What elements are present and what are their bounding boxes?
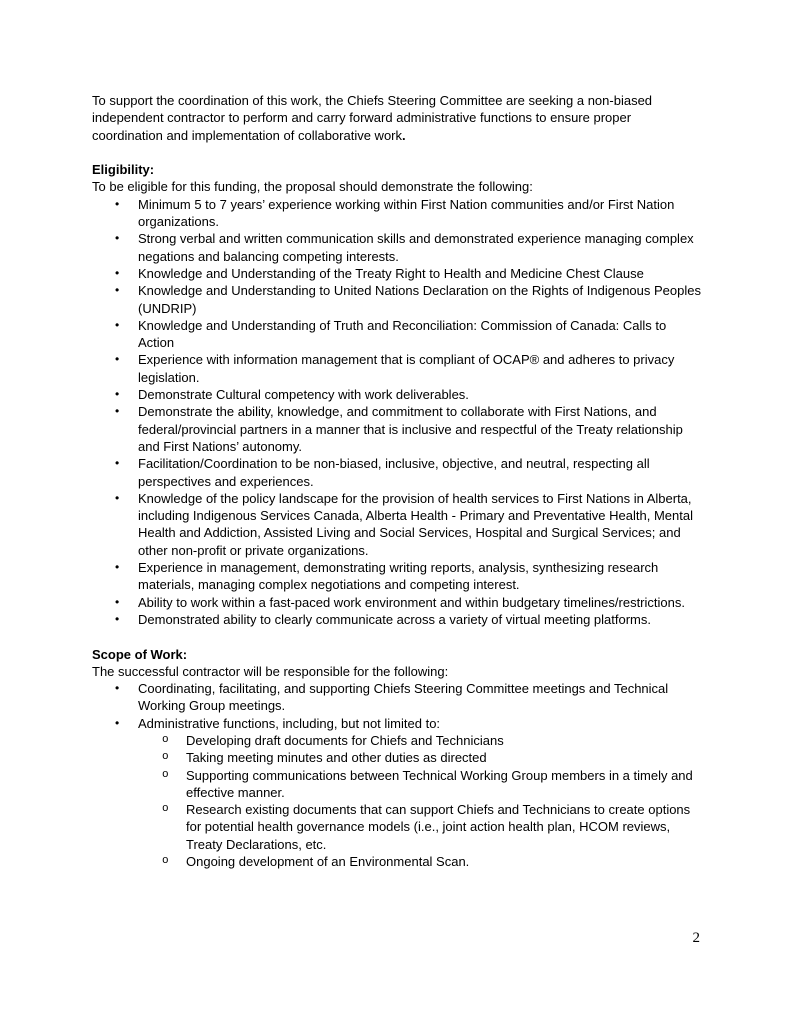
bullet-text: Knowledge and Understanding of the Treaty Right to Health and Medicine Chest Clause — [138, 265, 644, 281]
bullet-text: Experience in management, demonstrating writing reports, analysis, synthesizing research materials, managing complex negotiations and competing interest. — [138, 560, 659, 593]
sub-bullet-item — [92, 801, 704, 853]
bullet-icon: • — [115, 317, 120, 332]
bullet-text: Administrative functions, including, but not limited to: — [138, 715, 441, 731]
bullet-icon: • — [115, 265, 120, 280]
bullet-text: Knowledge of the policy landscape for the provision of health services to First Nations in Alberta, including Indigenous Services Canada, Alberta Health - Primary and Preventative Health, Mental Health and Addiction, Assisted Living and Social Services, Hospital and Surgical Services; and other non-profit or private organizations. — [138, 490, 693, 558]
bullet-icon: • — [115, 352, 120, 367]
page-number: 2 — [692, 930, 700, 946]
eligibility-lead: To be eligible for this funding, the proposal should demonstrate the following: — [92, 179, 533, 195]
bullet-text: Strong verbal and written communication skills and demonstrated experience managing complex negations and balancing competing interests. — [138, 231, 694, 264]
bullet-item — [92, 230, 704, 265]
scope-list — [92, 680, 704, 732]
blank-line — [92, 144, 704, 161]
bullet-icon: • — [115, 231, 120, 246]
bullet-item — [92, 282, 704, 317]
bullet-text: Coordinating, facilitating, and supporting Chiefs Steering Committee meetings and Technical Working Group meetings. — [138, 681, 669, 714]
scope-heading: Scope of Work: — [92, 646, 188, 662]
sub-bullet-icon: o — [162, 803, 169, 816]
bullet-item — [92, 196, 704, 231]
bullet-text: Demonstrated ability to clearly communicate across a variety of virtual meeting platforms. — [138, 611, 651, 627]
bullet-item — [92, 594, 704, 611]
scope-lead: The successful contractor will be responsible for the following: — [92, 663, 449, 679]
bullet-icon: • — [115, 715, 120, 730]
bullet-icon: • — [115, 594, 120, 609]
bullet-icon: • — [115, 283, 120, 298]
intro-paragraph — [92, 92, 704, 144]
sub-bullet-text: Supporting communications between Technical Working Group members in a timely and effective manner. — [186, 767, 693, 800]
bullet-item — [92, 715, 704, 732]
bullet-item — [92, 265, 704, 282]
bullet-text: Facilitation/Coordination to be non-biased, inclusive, objective, and neutral, respecting all perspectives and experiences. — [138, 456, 650, 489]
bullet-item — [92, 455, 704, 490]
sub-bullet-icon: o — [162, 733, 169, 746]
bullet-text: Knowledge and Understanding of Truth and Reconciliation: Commission of Canada: Calls to Action — [138, 317, 667, 351]
bullet-icon: • — [115, 404, 120, 419]
bullet-item — [92, 611, 704, 628]
bullet-item — [92, 386, 704, 403]
bullet-text: Demonstrate the ability, knowledge, and commitment to collaborate with First Nations, and federal/provincial partners in a manner that is inclusive and respectful of the Treaty relationship and First Nations’ autonomy. — [138, 404, 683, 454]
bullet-item — [92, 351, 704, 386]
intro-bold-period: . — [402, 127, 406, 143]
bullet-text: Minimum 5 to 7 years’ experience working within First Nation communities and/or First Nation organizations. — [138, 196, 675, 230]
bullet-text: Experience with information management that is compliant of OCAP® and adheres to privacy legislation. — [138, 352, 675, 385]
bullet-item — [92, 403, 704, 455]
bullet-icon: • — [115, 681, 120, 696]
bullet-item — [92, 490, 704, 559]
bullet-icon: • — [115, 611, 120, 626]
sub-bullet-item — [92, 853, 704, 870]
bullet-text: Demonstrate Cultural competency with work deliverables. — [138, 387, 469, 403]
sub-bullet-text: Ongoing development of an Environmental Scan. — [186, 854, 470, 870]
bullet-text: Ability to work within a fast-paced work environment and within budgetary timelines/restrictions. — [138, 594, 685, 610]
scope-sub-list — [92, 732, 704, 870]
sub-bullet-icon: o — [162, 768, 169, 781]
bullet-icon: • — [115, 490, 120, 505]
intro-text: To support the coordination of this work, the Chiefs Steering Committee are seeking a non-biased independent contractor to perform and carry forward administrative functions to ensure proper coordination and implementation of collaborative work — [92, 93, 653, 143]
sub-bullet-icon: o — [162, 751, 169, 764]
sub-bullet-item — [92, 749, 704, 766]
sub-bullet-icon: o — [162, 855, 169, 868]
eligibility-heading: Eligibility: — [92, 162, 155, 178]
bullet-text: Knowledge and Understanding to United Nations Declaration on the Rights of Indigenous Peoples (UNDRIP) — [138, 283, 701, 316]
eligibility-list — [92, 196, 704, 628]
sub-bullet-text: Developing draft documents for Chiefs and Technicians — [186, 732, 504, 748]
blank-line — [92, 628, 704, 645]
bullet-icon: • — [115, 560, 120, 575]
sub-bullet-item — [92, 732, 704, 749]
bullet-icon: • — [115, 196, 120, 211]
document-content — [92, 92, 704, 870]
sub-bullet-item — [92, 767, 704, 802]
sub-bullet-text: Taking meeting minutes and other duties as directed — [186, 750, 487, 766]
sub-bullet-text: Research existing documents that can support Chiefs and Technicians to create options for potential health governance models (i.e., joint action health plan, HCOM reviews, Treaty Declarations, etc. — [186, 802, 691, 852]
bullet-icon: • — [115, 456, 120, 471]
bullet-item — [92, 317, 704, 352]
bullet-item — [92, 680, 704, 715]
bullet-item — [92, 559, 704, 594]
bullet-icon: • — [115, 387, 120, 402]
